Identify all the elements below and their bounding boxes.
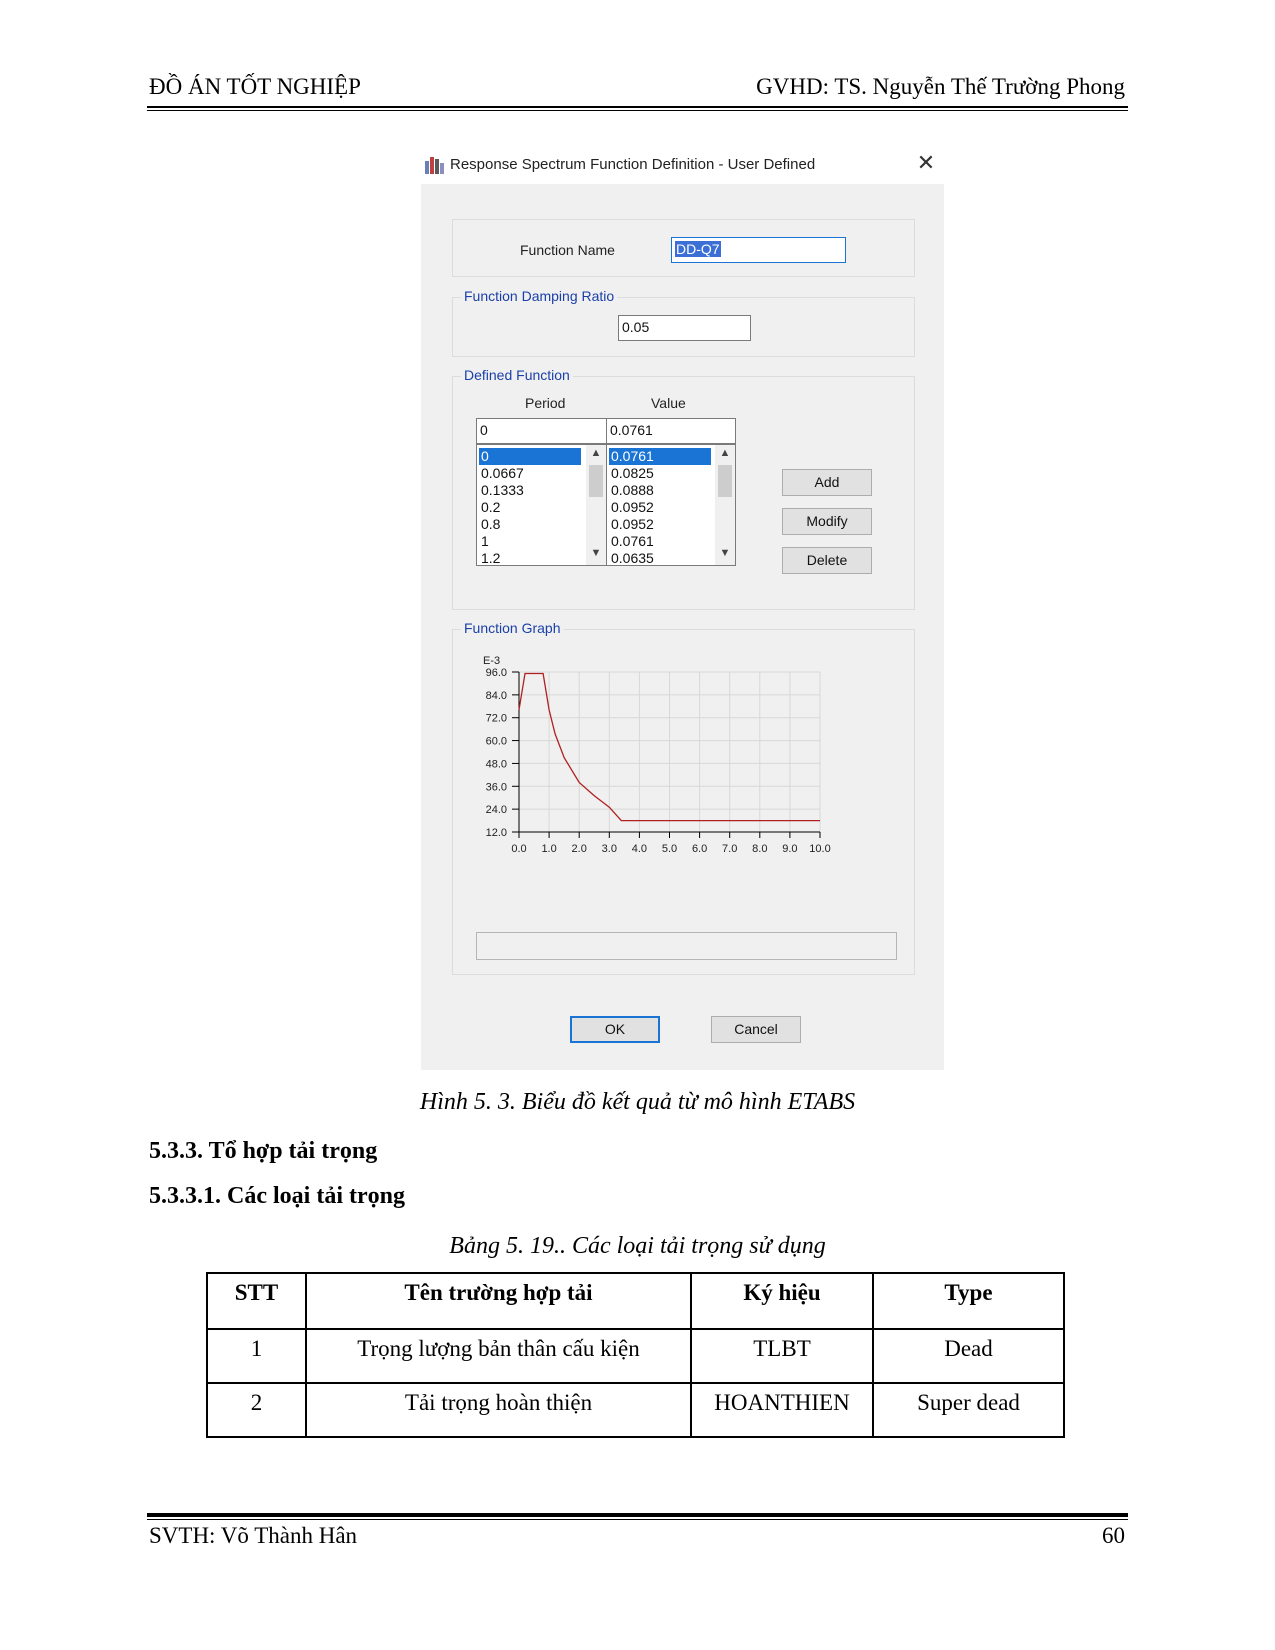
damping-ratio-input[interactable]: 0.05 — [618, 315, 751, 341]
ok-button[interactable]: OK — [570, 1016, 660, 1043]
x-tick-label: 6.0 — [691, 843, 708, 855]
header-rule — [147, 106, 1128, 108]
period-list-item[interactable]: 1 — [481, 533, 489, 549]
response-spectrum-dialog — [421, 148, 944, 1070]
y-tick-label: 48.0 — [485, 758, 507, 771]
close-icon[interactable]: ✕ — [916, 150, 936, 175]
table-cell: 1 — [207, 1329, 306, 1383]
table-cell: Tải trọng hoàn thiện — [306, 1383, 691, 1437]
function-name-label: Function Name — [520, 242, 615, 258]
dialog-titlebar — [421, 148, 944, 184]
table-cell: Super dead — [873, 1383, 1064, 1437]
subsection-heading: 5.3.3.1. Các loại tải trọng — [149, 1183, 405, 1209]
value-input[interactable]: 0.0761 — [606, 418, 736, 444]
header-rule-thin — [147, 110, 1128, 111]
delete-button[interactable]: Delete — [782, 547, 872, 574]
footer-rule — [147, 1513, 1128, 1517]
dialog-title: Response Spectrum Function Definition - User Defined — [450, 156, 816, 173]
y-tick-label: 96.0 — [485, 667, 507, 679]
function-name-value: DD-Q7 — [676, 241, 720, 257]
period-list-item[interactable]: 0.0667 — [481, 465, 524, 481]
x-tick-label: 0.0 — [511, 843, 527, 855]
table-cell: Dead — [873, 1329, 1064, 1383]
period-list-item[interactable]: 0.2 — [481, 499, 501, 515]
x-tick-label: 5.0 — [661, 843, 678, 855]
y-tick-label: 84.0 — [485, 689, 507, 702]
function-graph-group-title: Function Graph — [461, 620, 564, 636]
modify-button[interactable]: Modify — [782, 508, 872, 535]
table-header-symbol: Ký hiệu — [691, 1273, 873, 1329]
x-tick-label: 4.0 — [631, 843, 648, 855]
period-list-item[interactable]: 0.8 — [481, 516, 501, 532]
table-header-name: Tên trường hợp tải — [306, 1273, 691, 1329]
table-caption: Bảng 5. 19.. Các loại tải trọng sử dụng — [449, 1233, 826, 1259]
value-list-item[interactable]: 0.0761 — [611, 533, 654, 549]
function-graph — [461, 644, 861, 884]
y-tick-label: 24.0 — [485, 804, 507, 817]
table-cell: TLBT — [691, 1329, 873, 1383]
value-scroll-thumb[interactable] — [718, 465, 732, 497]
function-name-input[interactable] — [671, 237, 846, 263]
y-tick-label: 12.0 — [485, 827, 507, 839]
scroll-down-icon[interactable]: ▼ — [590, 547, 602, 559]
table-cell: 2 — [207, 1383, 306, 1437]
table-row — [207, 1383, 1064, 1437]
table-header-stt: STT — [207, 1273, 306, 1329]
y-tick-label: 36.0 — [485, 781, 507, 794]
graph-status-box — [476, 932, 897, 960]
value-list-item[interactable]: 0.0952 — [611, 516, 654, 532]
x-tick-label: 2.0 — [571, 843, 587, 855]
value-list-item[interactable]: 0.0888 — [611, 482, 654, 498]
x-tick-label: 7.0 — [722, 843, 738, 855]
damping-ratio-group-title: Function Damping Ratio — [461, 288, 617, 304]
table-cell: Trọng lượng bản thân cấu kiện — [306, 1329, 691, 1383]
scroll-down-icon[interactable]: ▼ — [719, 547, 731, 559]
period-list-item[interactable]: 0.1333 — [481, 482, 524, 498]
value-list-item[interactable]: 0.0761 — [609, 448, 711, 465]
header-left: ĐỒ ÁN TỐT NGHIỆP — [149, 74, 361, 99]
etabs-app-icon — [424, 155, 445, 175]
x-tick-label: 8.0 — [752, 843, 768, 855]
period-input[interactable]: 0 — [476, 418, 607, 444]
header-right: GVHD: TS. Nguyễn Thế Trường Phong — [756, 74, 1125, 99]
figure-caption: Hình 5. 3. Biểu đồ kết quả từ mô hình ETABS — [419, 1089, 856, 1115]
add-button[interactable]: Add — [782, 469, 872, 496]
y-tick-label: 60.0 — [485, 735, 507, 748]
scroll-up-icon[interactable]: ▲ — [719, 447, 731, 459]
scroll-up-icon[interactable]: ▲ — [590, 447, 602, 459]
footer-rule-thin — [147, 1519, 1128, 1520]
value-list-item[interactable]: 0.0952 — [611, 499, 654, 515]
y-tick-label: 72.0 — [485, 712, 507, 725]
period-list-item[interactable]: 1.2 — [481, 550, 501, 566]
period-column-header: Period — [525, 395, 566, 411]
value-column-header: Value — [651, 395, 686, 411]
value-list-item[interactable]: 0.0825 — [611, 465, 654, 481]
footer-left: SVTH: Võ Thành Hân — [149, 1523, 358, 1548]
section-heading: 5.3.3. Tổ hợp tải trọng — [149, 1138, 378, 1164]
load-types-table — [206, 1272, 1065, 1438]
page-number: 60 — [1102, 1523, 1125, 1548]
cancel-button[interactable]: Cancel — [711, 1016, 801, 1043]
x-tick-label: 3.0 — [601, 843, 617, 855]
dialog-body — [421, 184, 944, 1070]
period-list-scrollbar[interactable] — [586, 445, 606, 565]
value-list[interactable] — [606, 444, 736, 566]
x-tick-label: 10.0 — [809, 843, 831, 855]
value-list-scrollbar[interactable] — [715, 445, 735, 565]
table-cell: HOANTHIEN — [691, 1383, 873, 1437]
defined-function-group-title: Defined Function — [461, 367, 573, 383]
period-list[interactable] — [476, 444, 607, 566]
value-list-item[interactable]: 0.0635 — [611, 550, 654, 566]
x-tick-label: 1.0 — [541, 843, 557, 855]
x-tick-label: 9.0 — [782, 843, 798, 855]
table-row — [207, 1329, 1064, 1383]
period-scroll-thumb[interactable] — [589, 465, 603, 497]
period-list-item[interactable]: 0 — [479, 448, 581, 465]
y-scale-label: E-3 — [483, 655, 501, 667]
table-header-type: Type — [873, 1273, 1064, 1329]
